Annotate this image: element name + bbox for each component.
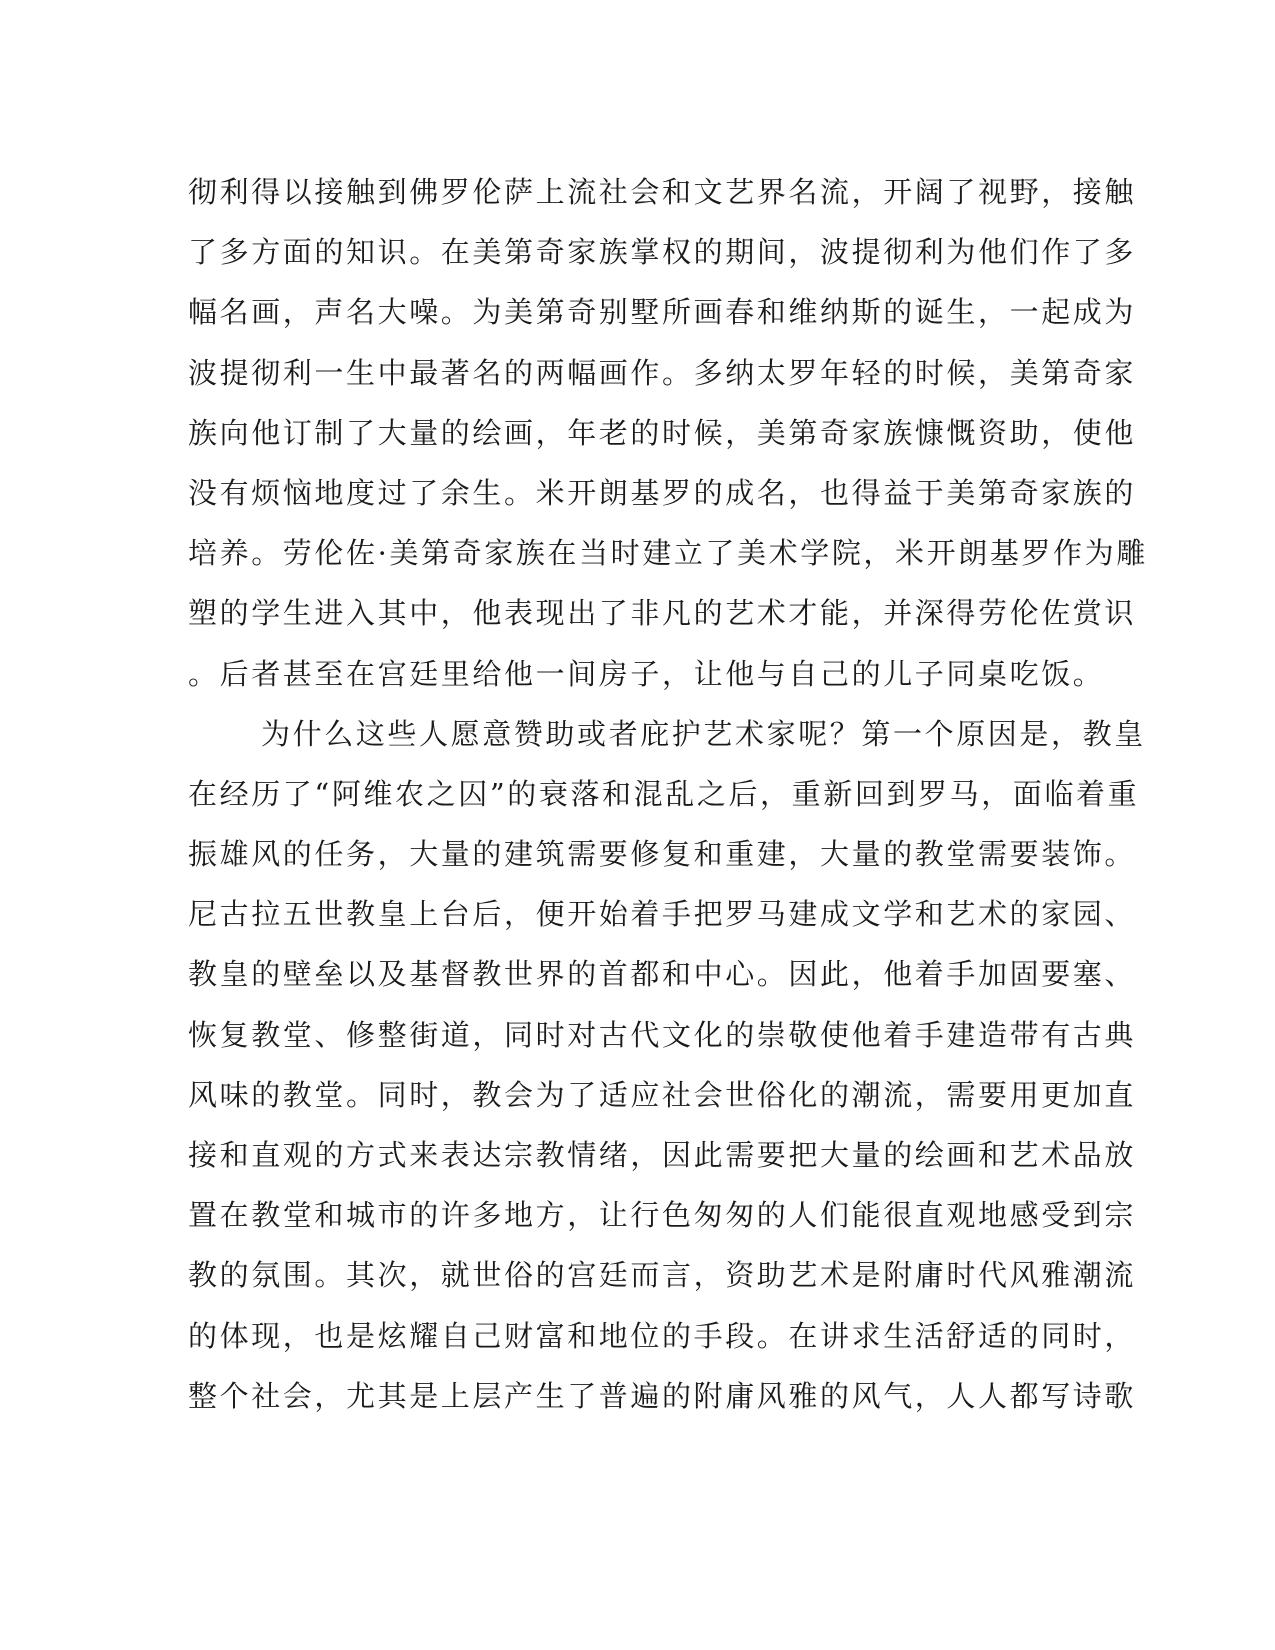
text-line: 恢复教堂、修整街道，同时对古代文化的崇敬使他着手建造带有古典 <box>188 1017 1137 1052</box>
text-line: 教皇的壁垒以及基督教世界的首都和中心。因此，他着手加固要塞、 <box>188 957 1137 992</box>
text-line: 尼古拉五世教皇上台后，便开始着手把罗马建成文学和艺术的家园、 <box>188 897 1137 932</box>
text-line: 没有烦恼地度过了余生。米开朗基罗的成名，也得益于美第奇家族的 <box>188 475 1137 510</box>
paragraph-first-line: 为什么这些人愿意赞助或者庇护艺术家呢？第一个原因是，教皇 <box>261 716 1146 751</box>
text-line: 塑的学生进入其中，他表现出了非凡的艺术才能，并深得劳伦佐赏识 <box>188 596 1137 631</box>
text-line: 波提彻利一生中最著名的两幅画作。多纳太罗年轻的时候，美第奇家 <box>188 355 1137 390</box>
text-line: 族向他订制了大量的绘画，年老的时候，美第奇家族慷慨资助，使他 <box>188 415 1137 450</box>
text-line: 振雄风的任务，大量的建筑需要修复和重建，大量的教堂需要装饰。 <box>188 837 1137 872</box>
text-line: 在经历了“阿维农之囚”的衰落和混乱之后，重新回到罗马，面临着重 <box>188 776 1140 811</box>
text-line: 幅名画，声名大噪。为美第奇别墅所画春和维纳斯的诞生，一起成为 <box>188 295 1137 330</box>
text-line: 风味的教堂。同时，教会为了适应社会世俗化的潮流，需要用更加直 <box>188 1077 1137 1112</box>
text-line: 教的氛围。其次，就世俗的宫廷而言，资助艺术是附庸时代风雅潮流 <box>188 1258 1137 1293</box>
text-line: 置在教堂和城市的许多地方，让行色匆匆的人们能很直观地感受到宗 <box>188 1198 1137 1233</box>
text-line: 。后者甚至在宫廷里给他一间房子，让他与自己的儿子同桌吃饭。 <box>188 656 1105 691</box>
text-line: 彻利得以接触到佛罗伦萨上流社会和文艺界名流，开阔了视野，接触 <box>188 175 1137 209</box>
body-text <box>188 162 1148 1426</box>
text-line: 接和直观的方式来表达宗教情绪，因此需要把大量的绘画和艺术品放 <box>188 1138 1137 1172</box>
text-line: 整个社会，尤其是上层产生了普遍的附庸风雅的风气，人人都写诗歌 <box>188 1378 1137 1413</box>
text-line: 培养。劳伦佐·美第奇家族在当时建立了美术学院，米开朗基罗作为雕 <box>188 536 1148 571</box>
text-line: 了多方面的知识。在美第奇家族掌权的期间，波提彻利为他们作了多 <box>188 235 1137 270</box>
text-line: 的体现，也是炫耀自己财富和地位的手段。在讲求生活舒适的同时， <box>188 1318 1137 1353</box>
